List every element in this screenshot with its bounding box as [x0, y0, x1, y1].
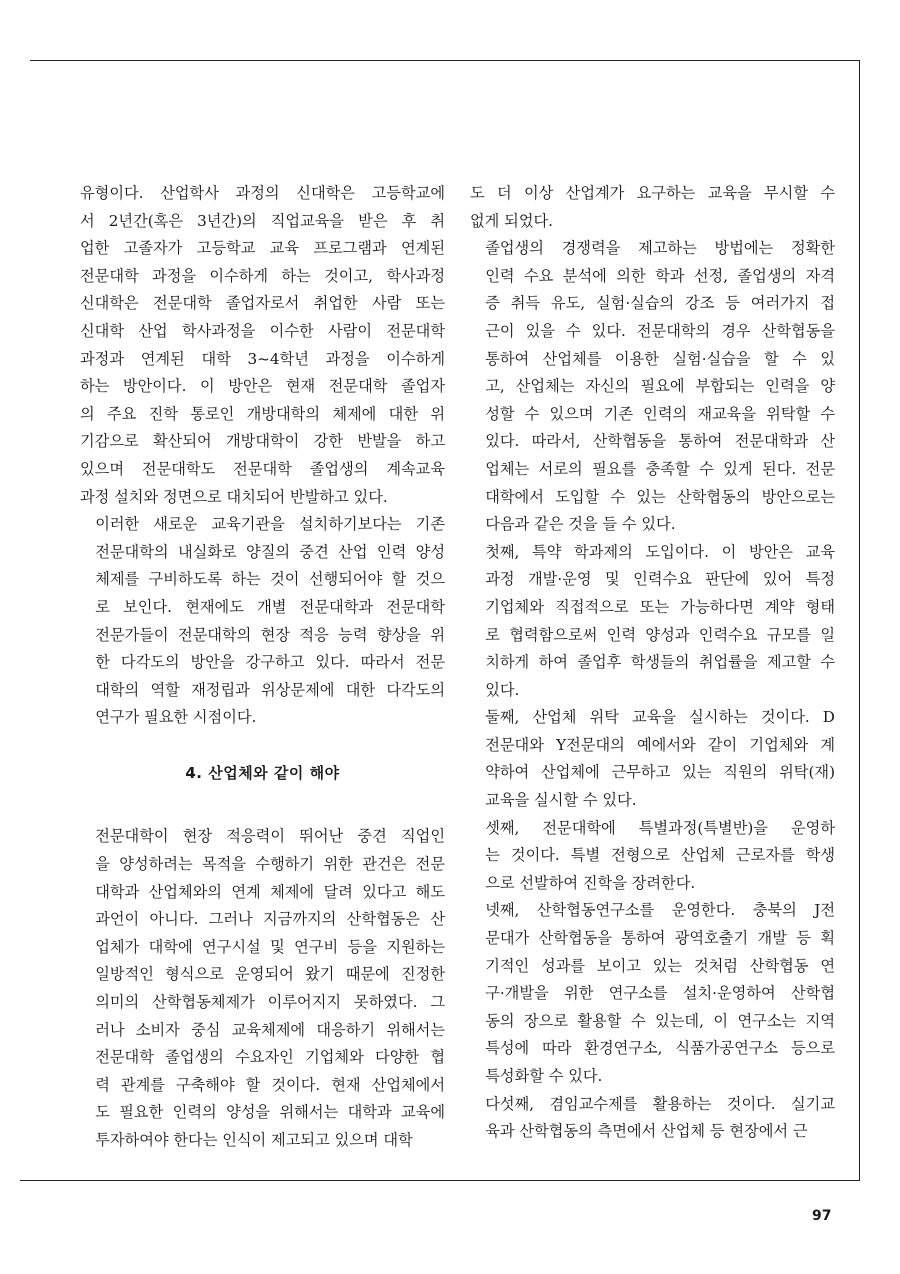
text-line: 일방적인 형식으로 운영되어 왔기 때문에 진정한: [95, 965, 445, 984]
text-line: 도 필요한 인력의 양성을 위해서는 대학과 교육에: [95, 1103, 445, 1122]
text-line: 약하여 산업체에 근무하고 있는 직원의 위탁(재): [485, 763, 835, 782]
section-heading: 4. 산업체와 같이 해야: [185, 763, 340, 782]
text-line: 둘째, 산업체 위탁 교육을 실시하는 것이다. D: [485, 708, 835, 727]
left-paragraph-3: [80, 823, 445, 1154]
text-line: 근이 있을 수 있다. 전문대학의 경우 산학협동을: [485, 321, 835, 340]
text-line: 교육을 실시할 수 있다.: [485, 791, 637, 810]
text-line: 과정 개발·운영 및 인력수요 판단에 있어 특정: [485, 570, 835, 589]
text-line: 과정과 연계된 대학 3~4학년 과정을 이수하게: [80, 349, 445, 368]
text-line: 다음과 같은 것을 들 수 있다.: [485, 515, 676, 534]
text-line: 인력 수요 분석에 의한 학과 선정, 졸업생의 자격: [485, 266, 835, 285]
top-border-rule: [30, 60, 860, 61]
text-line: 기업체와 직접적으로 또는 가능하다면 계약 형태: [485, 597, 835, 616]
text-line: 의 주요 진학 통로인 개방대학의 체제에 대한 위: [80, 404, 445, 423]
text-line: 있다.: [485, 680, 520, 699]
text-line: 력 관계를 구축해야 할 것이다. 현재 산업체에서: [95, 1075, 445, 1094]
text-line: 첫째, 특약 학과제의 도입이다. 이 방안은 교육: [485, 542, 835, 561]
text-line: 기적인 성과를 보이고 있는 것처럼 산학협동 연: [485, 956, 835, 975]
text-line: 전문대학의 내실화로 양질의 중견 산업 인력 양성: [95, 542, 445, 561]
text-line: 도 더 이상 산업계가 요구하는 교육을 무시할 수: [470, 184, 835, 202]
text-line: 을 양성하려는 목적을 수행하기 위한 관건은 전문: [95, 855, 445, 874]
text-line: 있으며 전문대학도 전문대학 졸업생의 계속교육: [80, 459, 445, 478]
right-column: [470, 180, 835, 1146]
text-line: 대학의 역할 재정립과 위상문제에 대한 다각도의: [95, 680, 445, 699]
text-line: 전문대와 Y전문대의 예에서와 같이 기업체와 계: [485, 735, 835, 754]
text-line: 서 2년간(혹은 3년간)의 직업교육을 받은 후 취: [80, 211, 445, 230]
text-line: 특성화할 수 있다.: [485, 1067, 603, 1085]
text-line: 유형이다. 산업학사 과정의 신대학은 고등학교에: [80, 184, 445, 202]
text-line: 로 협력함으로써 인력 양성과 인력수요 규모를 일: [485, 625, 835, 644]
text-line: 투자하여야 한다는 인식이 제고되고 있으며 대학: [95, 1131, 413, 1149]
right-paragraph-5: [470, 815, 835, 898]
text-line: 과정 설치와 정면으로 대치되어 반발하고 있다.: [80, 487, 388, 506]
right-paragraph-6: [470, 897, 835, 1090]
text-line: 신대학 산업 학사과정을 이수한 사람이 전문대학: [80, 321, 445, 340]
text-line: 으로 선발하여 진학을 장려한다.: [485, 873, 696, 892]
text-line: 통하여 산업체를 이용한 실험·실습을 할 수 있: [485, 349, 835, 368]
right-paragraph-7: [470, 1091, 835, 1146]
text-line: 특성에 따라 환경연구소, 식품가공연구소 등으로: [485, 1039, 835, 1058]
text-line: 대학에서 도입할 수 있는 산학협동의 방안으로는: [485, 487, 835, 506]
text-line: 로 보인다. 현재에도 개별 전문대학과 전문대학: [95, 597, 445, 616]
text-line: 한 다각도의 방안을 강구하고 있다. 따라서 전문: [95, 653, 445, 672]
text-line: 졸업생의 경쟁력을 제고하는 방법에는 정확한: [485, 239, 835, 258]
right-paragraph-2: [470, 235, 835, 539]
text-line: 는 것이다. 특별 전형으로 산업체 근로자를 학생: [485, 846, 835, 865]
text-line: 셋째, 전문대학에 특별과정(특별반)을 운영하: [485, 818, 835, 837]
text-line: 업체는 서로의 필요를 충족할 수 있게 된다. 전문: [485, 459, 835, 478]
text-line: 의미의 산학협동체제가 이루어지지 못하였다. 그: [95, 993, 445, 1012]
text-line: 하는 방안이다. 이 방안은 현재 전문대학 졸업자: [80, 377, 445, 396]
text-line: 구·개발을 위한 연구소를 설치·운영하여 산학협: [485, 984, 835, 1003]
right-border-rule: [859, 60, 860, 1180]
text-line: 성할 수 있으며 기존 인력의 재교육을 위탁할 수: [485, 404, 835, 423]
text-line: 있다. 따라서, 산학협동을 통하여 전문대학과 산: [485, 432, 835, 451]
left-paragraph-2: [80, 511, 445, 732]
text-line: 문대가 산학협동을 통하여 광역호출기 개발 등 획: [485, 929, 835, 948]
text-line: 러나 소비자 중심 교육체제에 대응하기 위해서는: [95, 1020, 445, 1039]
text-line: 이러한 새로운 교육기관을 설치하기보다는 기존: [95, 515, 445, 534]
text-line: 대학과 산업체와의 연계 체제에 달려 있다고 해도: [95, 882, 445, 901]
text-line: 증 취득 유도, 실험·실습의 강조 등 여러가지 접: [485, 294, 835, 313]
text-line: 전문대학이 현장 적응력이 뛰어난 중견 직업인: [95, 827, 445, 846]
text-line: 동의 장으로 활용할 수 있는데, 이 연구소는 지역: [485, 1011, 835, 1030]
text-line: 고, 산업체는 자신의 필요에 부합되는 인력을 양: [485, 377, 835, 396]
text-line: 치하게 하여 졸업후 학생들의 취업률을 제고할 수: [485, 653, 835, 672]
right-paragraph-3: [470, 539, 835, 705]
text-line: 기감으로 확산되어 개방대학이 강한 반발을 하고: [80, 432, 445, 451]
text-line: 전문대학 과정을 이수하게 하는 것이고, 학사과정: [80, 266, 445, 285]
text-line: 다섯째, 겸임교수제를 활용하는 것이다. 실기교: [485, 1094, 835, 1113]
text-line: 업체가 대학에 연구시설 및 연구비 등을 지원하는: [95, 937, 445, 956]
right-paragraph-1: [470, 180, 835, 235]
text-line: 체제를 구비하도록 하는 것이 선행되어야 할 것으: [95, 570, 445, 589]
text-line: 육과 산학협동의 측면에서 산업체 등 현장에서 근: [485, 1122, 808, 1141]
text-line: 과언이 아니다. 그러나 지금까지의 산학협동은 산: [95, 910, 445, 929]
left-paragraph-1: [80, 180, 445, 511]
text-line: 없게 되었다.: [470, 211, 554, 230]
text-line: 전문대학 졸업생의 수요자인 기업체와 다양한 협: [95, 1048, 445, 1067]
bottom-border-rule: [20, 1180, 860, 1181]
text-line: 전문가들이 전문대학의 현장 적응 능력 향상을 위: [95, 625, 445, 644]
page-number: 97: [812, 1208, 832, 1224]
left-column: [80, 180, 445, 1155]
text-line: 연구가 필요한 시점이다.: [95, 708, 257, 727]
right-paragraph-4: [470, 704, 835, 814]
text-line: 업한 고졸자가 고등학교 교육 프로그램과 연계된: [80, 239, 445, 258]
text-line: 신대학은 전문대학 졸업자로서 취업한 사람 또는: [80, 294, 445, 313]
text-line: 넷째, 산학협동연구소를 운영한다. 충북의 J전: [485, 901, 835, 920]
